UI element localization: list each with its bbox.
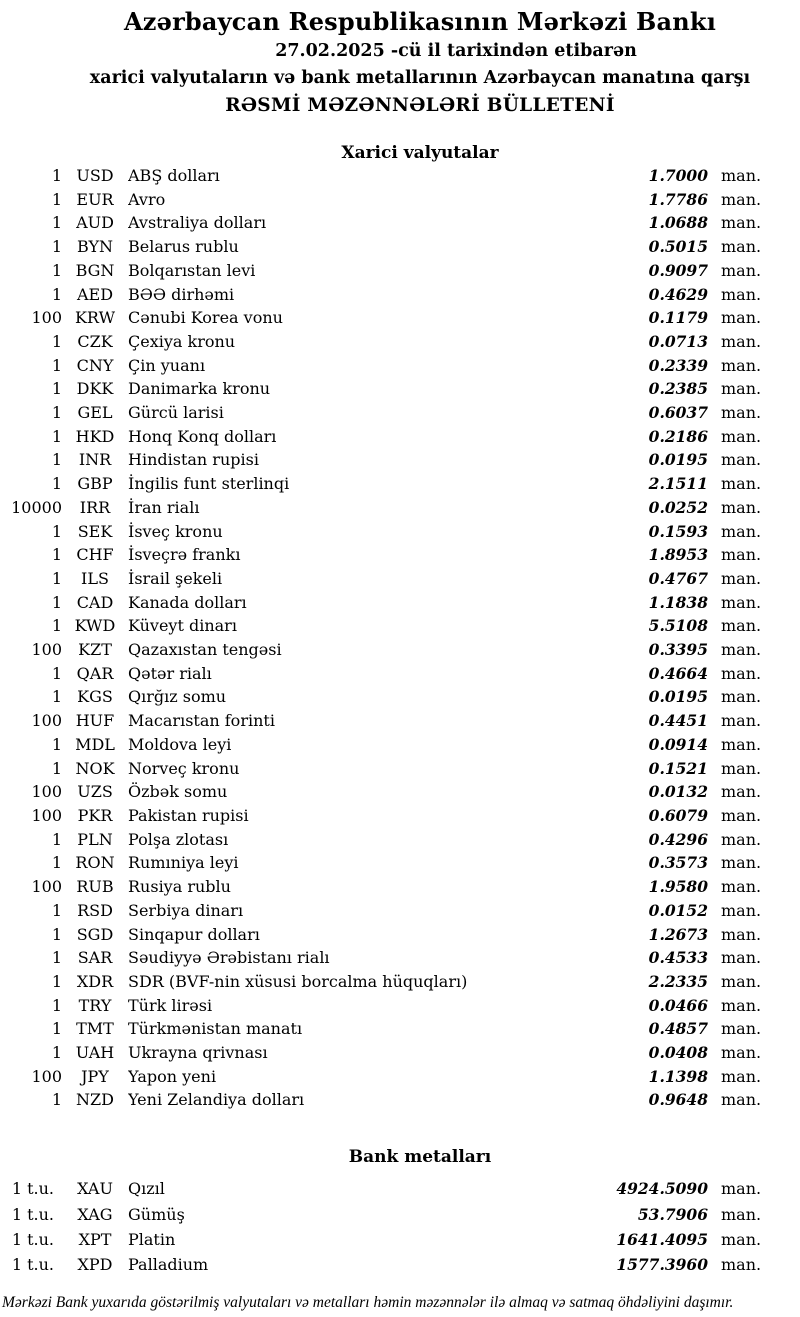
currency-row	[0, 946, 763, 970]
currency-code: CNY	[76, 355, 114, 375]
currency-unit-label: man.	[721, 592, 762, 612]
metal-row	[0, 1227, 763, 1252]
metal-unit-label: man.	[721, 1229, 762, 1249]
currency-row	[0, 709, 763, 733]
currency-code: AUD	[76, 213, 114, 233]
currency-row	[0, 923, 763, 947]
currency-code: BYN	[76, 237, 114, 257]
currency-unit-label: man.	[721, 521, 762, 541]
currency-rate: 1.7786	[648, 189, 708, 209]
currency-rate: 0.4629	[648, 284, 708, 304]
currency-name: Cənubi Korea vonu	[128, 308, 283, 328]
currency-code: EUR	[76, 189, 114, 209]
currency-row	[0, 899, 763, 923]
currency-quantity: 1	[51, 734, 62, 754]
currency-name: Sinqapur dolları	[128, 924, 260, 944]
currency-name: Küveyt dinarı	[128, 616, 237, 636]
currency-name: Rusiya rublu	[128, 877, 231, 897]
currency-unit-label: man.	[721, 166, 762, 185]
metals-section-heading: Bank metalları	[348, 1147, 492, 1168]
currency-row	[0, 425, 763, 449]
currency-name: Moldova leyi	[128, 734, 232, 754]
currency-code: RSD	[77, 900, 113, 920]
currency-name: Qırğız somu	[128, 687, 227, 707]
metal-code: XAG	[77, 1204, 113, 1224]
currency-name: Macarıstan forinti	[128, 711, 275, 731]
currency-rate: 0.2385	[648, 379, 708, 399]
currency-unit-label: man.	[721, 640, 762, 660]
currency-row	[0, 851, 763, 875]
currency-quantity: 1	[51, 568, 62, 588]
currency-name: Norveç kronu	[128, 758, 240, 778]
currency-quantity: 1	[51, 1043, 62, 1063]
currency-row	[0, 330, 763, 354]
currency-name: SDR (BVF-nin xüsusi borcalma hüquqları)	[128, 971, 468, 991]
currency-rate: 0.4664	[648, 663, 708, 683]
currency-name: Türk lirəsi	[128, 995, 213, 1015]
currency-row	[0, 614, 763, 638]
currency-rate: 5.5108	[648, 616, 708, 636]
currency-code: USD	[76, 166, 114, 185]
currency-unit-label: man.	[721, 426, 762, 446]
currency-row	[0, 306, 763, 330]
metals-table	[0, 1176, 800, 1278]
currency-unit-label: man.	[721, 308, 762, 328]
currency-code: TRY	[78, 995, 112, 1015]
currency-name: Qazaxıstan tengəsi	[128, 640, 282, 660]
currency-unit-label: man.	[721, 829, 762, 849]
currency-code: KGS	[77, 687, 113, 707]
metal-rate: 53.7906	[637, 1204, 708, 1224]
currency-quantity: 100	[31, 782, 62, 802]
currency-quantity: 1	[51, 189, 62, 209]
currency-name: Ukrayna qrivnası	[128, 1043, 268, 1063]
currency-row	[0, 875, 763, 899]
currency-unit-label: man.	[721, 331, 762, 351]
currency-quantity: 1	[51, 663, 62, 683]
currency-name: İsveçrə frankı	[128, 545, 241, 565]
currency-rate: 1.2673	[648, 924, 708, 944]
currency-code: QAR	[76, 663, 114, 683]
bank-title: Azərbaycan Respublikasının Mərkəzi Bankı	[123, 7, 717, 36]
bulletin-header	[20, 0, 800, 120]
currency-row	[0, 283, 763, 307]
currency-row	[0, 543, 763, 567]
currency-name: Yeni Zelandiya dolları	[128, 1090, 305, 1110]
currency-code: CHF	[76, 545, 114, 565]
currency-row	[0, 448, 763, 472]
currency-row	[0, 733, 763, 757]
currency-quantity: 1	[51, 1019, 62, 1039]
currency-row	[0, 780, 763, 804]
currency-unit-label: man.	[721, 711, 762, 731]
currency-row	[0, 638, 763, 662]
metal-quantity: 1 t.u.	[11, 1179, 54, 1199]
currencies-table	[0, 164, 800, 1112]
currency-unit-label: man.	[721, 237, 762, 257]
currency-unit-label: man.	[721, 900, 762, 920]
currency-rate: 1.1838	[648, 592, 708, 612]
currency-quantity: 100	[31, 877, 62, 897]
currency-code: INR	[78, 450, 112, 470]
currency-row	[0, 804, 763, 828]
currency-code: TMT	[76, 1019, 114, 1039]
currency-row	[0, 259, 763, 283]
currency-unit-label: man.	[721, 450, 762, 470]
currency-unit-label: man.	[721, 568, 762, 588]
currency-name: Qətər rialı	[128, 663, 212, 683]
currency-name: İran rialı	[128, 497, 200, 517]
currency-quantity: 1	[51, 1090, 62, 1110]
bank-metals-section	[0, 1146, 800, 1278]
currency-code: XDR	[76, 971, 114, 991]
currency-code: CAD	[76, 592, 114, 612]
currency-name: ABŞ dolları	[128, 166, 220, 185]
metal-quantity: 1 t.u.	[11, 1229, 54, 1249]
currency-name: Serbiya dinarı	[128, 900, 244, 920]
currency-row	[0, 1065, 763, 1089]
currency-row	[0, 662, 763, 686]
metal-row	[0, 1176, 763, 1201]
currency-quantity: 1	[51, 592, 62, 612]
currency-unit-label: man.	[721, 1090, 762, 1110]
currency-rate: 0.3573	[648, 853, 708, 873]
currency-code: IRR	[79, 497, 111, 517]
metal-unit-label: man.	[721, 1204, 762, 1224]
currency-rate: 0.4451	[648, 711, 708, 731]
currency-code: NZD	[76, 1090, 114, 1110]
currency-quantity: 1	[51, 545, 62, 565]
metal-rate: 1641.4095	[616, 1229, 708, 1249]
currency-name: Pakistan rupisi	[128, 805, 249, 825]
currency-code: HKD	[75, 426, 115, 446]
effective-date-line: 27.02.2025 -cü il tarixindən etibarən	[275, 41, 637, 61]
metal-row	[0, 1202, 763, 1227]
currency-quantity: 1	[51, 521, 62, 541]
currency-code: KRW	[74, 308, 116, 328]
currency-row	[0, 496, 763, 520]
metal-name: Gümüş	[128, 1204, 185, 1224]
currency-row	[0, 757, 763, 781]
currency-quantity: 1	[51, 331, 62, 351]
currency-quantity: 1	[51, 616, 62, 636]
currency-quantity: 1	[51, 995, 62, 1015]
currency-code: SEK	[77, 521, 113, 541]
currency-rate: 0.0132	[648, 782, 708, 802]
currency-rate: 0.0195	[648, 687, 708, 707]
currency-rate: 0.3395	[648, 640, 708, 660]
currency-quantity: 100	[31, 308, 62, 328]
currency-rate: 0.0152	[648, 900, 708, 920]
metal-code: XPD	[77, 1255, 113, 1275]
currency-rate: 1.7000	[648, 166, 708, 185]
currency-quantity: 100	[31, 805, 62, 825]
currency-rate: 0.4533	[648, 948, 708, 968]
currency-quantity: 1	[51, 450, 62, 470]
currency-unit-label: man.	[721, 497, 762, 517]
currency-rate: 0.5015	[648, 237, 708, 257]
currency-name: Polşa zlotası	[128, 829, 229, 849]
currency-name: Özbək somu	[128, 782, 228, 802]
currency-rate: 0.9097	[648, 260, 708, 280]
currency-quantity: 1	[51, 237, 62, 257]
currency-code: HUF	[75, 711, 115, 731]
currency-quantity: 1	[51, 829, 62, 849]
currency-quantity: 1	[51, 924, 62, 944]
currency-name: İngilis funt sterlinqi	[128, 474, 290, 494]
currency-quantity: 1	[51, 426, 62, 446]
currency-unit-label: man.	[721, 403, 762, 423]
currency-unit-label: man.	[721, 758, 762, 778]
currency-name: Avro	[128, 189, 166, 209]
metal-name: Palladium	[128, 1255, 209, 1275]
currency-rate: 0.6079	[648, 805, 708, 825]
currency-row	[0, 591, 763, 615]
currency-unit-label: man.	[721, 924, 762, 944]
currency-quantity: 1	[51, 166, 62, 185]
currency-unit-label: man.	[721, 995, 762, 1015]
currency-code: KZT	[78, 640, 112, 660]
currency-quantity: 1	[51, 900, 62, 920]
currency-code: BGN	[75, 260, 115, 280]
currency-unit-label: man.	[721, 877, 762, 897]
currency-unit-label: man.	[721, 1043, 762, 1063]
currency-quantity: 1	[51, 379, 62, 399]
currency-code: NOK	[75, 758, 115, 778]
currency-unit-label: man.	[721, 474, 762, 494]
currency-code: GBP	[77, 474, 113, 494]
currency-code: JPY	[81, 1066, 109, 1086]
currency-name: Danimarka kronu	[128, 379, 271, 399]
currency-quantity: 1	[51, 948, 62, 968]
disclaimer-text: Mərkəzi Bank yuxarıda göstərilmiş valyutaları və metalları həmin məzənnələr ilə almaq və satmaq öhdəliyini daşımır.	[2, 1293, 734, 1311]
currency-rate: 0.6037	[648, 403, 708, 423]
currency-row	[0, 164, 763, 188]
currency-name: Rumıniya leyi	[128, 853, 239, 873]
currency-name: BƏƏ dirhəmi	[128, 284, 235, 304]
bulletin-subtitle: xarici valyutaların və bank metallarının Azərbaycan manatına qarşı	[89, 68, 751, 88]
currency-row	[0, 188, 763, 212]
currency-quantity: 100	[31, 640, 62, 660]
currency-rate: 0.1593	[648, 521, 708, 541]
currency-code: DKK	[76, 379, 114, 399]
currency-row	[0, 970, 763, 994]
currency-code: RON	[75, 853, 115, 873]
currency-name: Bolqarıstan levi	[128, 260, 256, 280]
currency-code: PLN	[77, 829, 113, 849]
currency-code: KWD	[74, 616, 116, 636]
metal-quantity: 1 t.u.	[11, 1204, 54, 1224]
currency-unit-label: man.	[721, 687, 762, 707]
currency-row	[0, 1088, 763, 1112]
currency-code: PKR	[77, 805, 113, 825]
currency-rate: 1.9580	[648, 877, 708, 897]
currency-row	[0, 828, 763, 852]
currency-name: Avstraliya dolları	[128, 213, 267, 233]
currency-unit-label: man.	[721, 260, 762, 280]
metal-unit-label: man.	[721, 1179, 762, 1199]
currency-rate: 2.1511	[648, 474, 708, 494]
currency-row	[0, 1041, 763, 1065]
currency-unit-label: man.	[721, 782, 762, 802]
currency-quantity: 100	[31, 711, 62, 731]
currency-unit-label: man.	[721, 805, 762, 825]
currency-name: Səudiyyə Ərəbistanı rialı	[128, 948, 330, 968]
currency-code: AED	[76, 284, 114, 304]
currency-row	[0, 685, 763, 709]
currency-rate: 0.0195	[648, 450, 708, 470]
currency-name: Hindistan rupisi	[128, 450, 259, 470]
currency-unit-label: man.	[721, 616, 762, 636]
currency-unit-label: man.	[721, 971, 762, 991]
currency-quantity: 100	[31, 1066, 62, 1086]
currency-row	[0, 567, 763, 591]
currency-unit-label: man.	[721, 948, 762, 968]
currency-code: UZS	[77, 782, 113, 802]
currency-code: SAR	[77, 948, 113, 968]
currency-name: Çexiya kronu	[128, 331, 236, 351]
currency-row	[0, 235, 763, 259]
currency-quantity: 1	[51, 355, 62, 375]
metal-code: XAU	[77, 1179, 113, 1199]
currency-unit-label: man.	[721, 189, 762, 209]
currency-rate: 0.0408	[648, 1043, 708, 1063]
currency-row	[0, 1017, 763, 1041]
currency-quantity: 1	[51, 474, 62, 494]
metal-name: Qızıl	[128, 1179, 165, 1199]
currency-code: RUB	[76, 877, 114, 897]
currency-code: SGD	[76, 924, 114, 944]
currency-unit-label: man.	[721, 545, 762, 565]
currency-unit-label: man.	[721, 734, 762, 754]
metal-rate: 1577.3960	[616, 1255, 708, 1275]
currency-name: Yapon yeni	[128, 1066, 217, 1086]
currency-rate: 0.0713	[648, 331, 708, 351]
currency-rate: 0.0914	[648, 734, 708, 754]
currency-quantity: 1	[51, 758, 62, 778]
currency-quantity: 1	[51, 403, 62, 423]
currency-rate: 0.2339	[648, 355, 708, 375]
currency-name: İsveç kronu	[128, 521, 223, 541]
currency-unit-label: man.	[721, 379, 762, 399]
currency-rate: 1.1398	[648, 1066, 708, 1086]
currency-name: Honq Konq dolları	[128, 426, 277, 446]
currency-quantity: 1	[51, 260, 62, 280]
currency-rate: 0.4296	[648, 829, 708, 849]
currency-rate: 0.9648	[648, 1090, 708, 1110]
metal-unit-label: man.	[721, 1255, 762, 1275]
currency-code: UAH	[75, 1043, 115, 1063]
currency-row	[0, 211, 763, 235]
currency-row	[0, 520, 763, 544]
bulletin-title: RƏSMİ MƏZƏNNƏLƏRİ BÜLLETENİ	[225, 95, 615, 116]
currency-quantity: 1	[51, 853, 62, 873]
currency-name: Gürcü larisi	[128, 403, 224, 423]
currency-unit-label: man.	[721, 284, 762, 304]
currencies-section-heading: Xarici valyutalar	[341, 143, 499, 163]
bulletin-footer	[0, 1293, 800, 1313]
currency-quantity: 1	[51, 687, 62, 707]
metal-rate: 4924.5090	[616, 1179, 708, 1199]
currency-row	[0, 472, 763, 496]
currency-unit-label: man.	[721, 853, 762, 873]
currency-unit-label: man.	[721, 1019, 762, 1039]
currency-rate: 0.1179	[648, 308, 708, 328]
currency-rate: 0.0466	[648, 995, 708, 1015]
metal-quantity: 1 t.u.	[11, 1255, 54, 1275]
currency-name: Belarus rublu	[128, 237, 239, 257]
metal-row	[0, 1252, 763, 1277]
currency-code: GEL	[77, 403, 113, 423]
currency-unit-label: man.	[721, 355, 762, 375]
currency-rate: 0.2186	[648, 426, 708, 446]
currency-quantity: 1	[51, 284, 62, 304]
currency-rate: 0.1521	[648, 758, 708, 778]
currency-row	[0, 994, 763, 1018]
currency-code: MDL	[75, 734, 115, 754]
currency-code: ILS	[81, 568, 109, 588]
currency-unit-label: man.	[721, 213, 762, 233]
currency-code: CZK	[77, 331, 113, 351]
currency-unit-label: man.	[721, 1066, 762, 1086]
currency-row	[0, 354, 763, 378]
currency-rate: 1.0688	[648, 213, 708, 233]
currency-rate: 0.0252	[648, 497, 708, 517]
currency-row	[0, 401, 763, 425]
currency-name: Çin yuanı	[128, 355, 206, 375]
currency-name: İsrail şekeli	[128, 568, 223, 588]
currency-unit-label: man.	[721, 663, 762, 683]
currency-rate: 2.2335	[648, 971, 708, 991]
currency-quantity: 1	[51, 971, 62, 991]
currency-name: Kanada dolları	[128, 592, 247, 612]
currency-rate: 0.4767	[648, 568, 708, 588]
currency-row	[0, 377, 763, 401]
metal-name: Platin	[128, 1229, 176, 1249]
currency-name: Türkmənistan manatı	[128, 1019, 303, 1039]
currency-quantity: 10000	[11, 497, 62, 517]
currency-rate: 1.8953	[648, 545, 708, 565]
currency-rate: 0.4857	[648, 1019, 708, 1039]
metal-code: XPT	[78, 1229, 112, 1249]
foreign-currencies-section	[0, 142, 800, 1112]
currency-quantity: 1	[51, 213, 62, 233]
